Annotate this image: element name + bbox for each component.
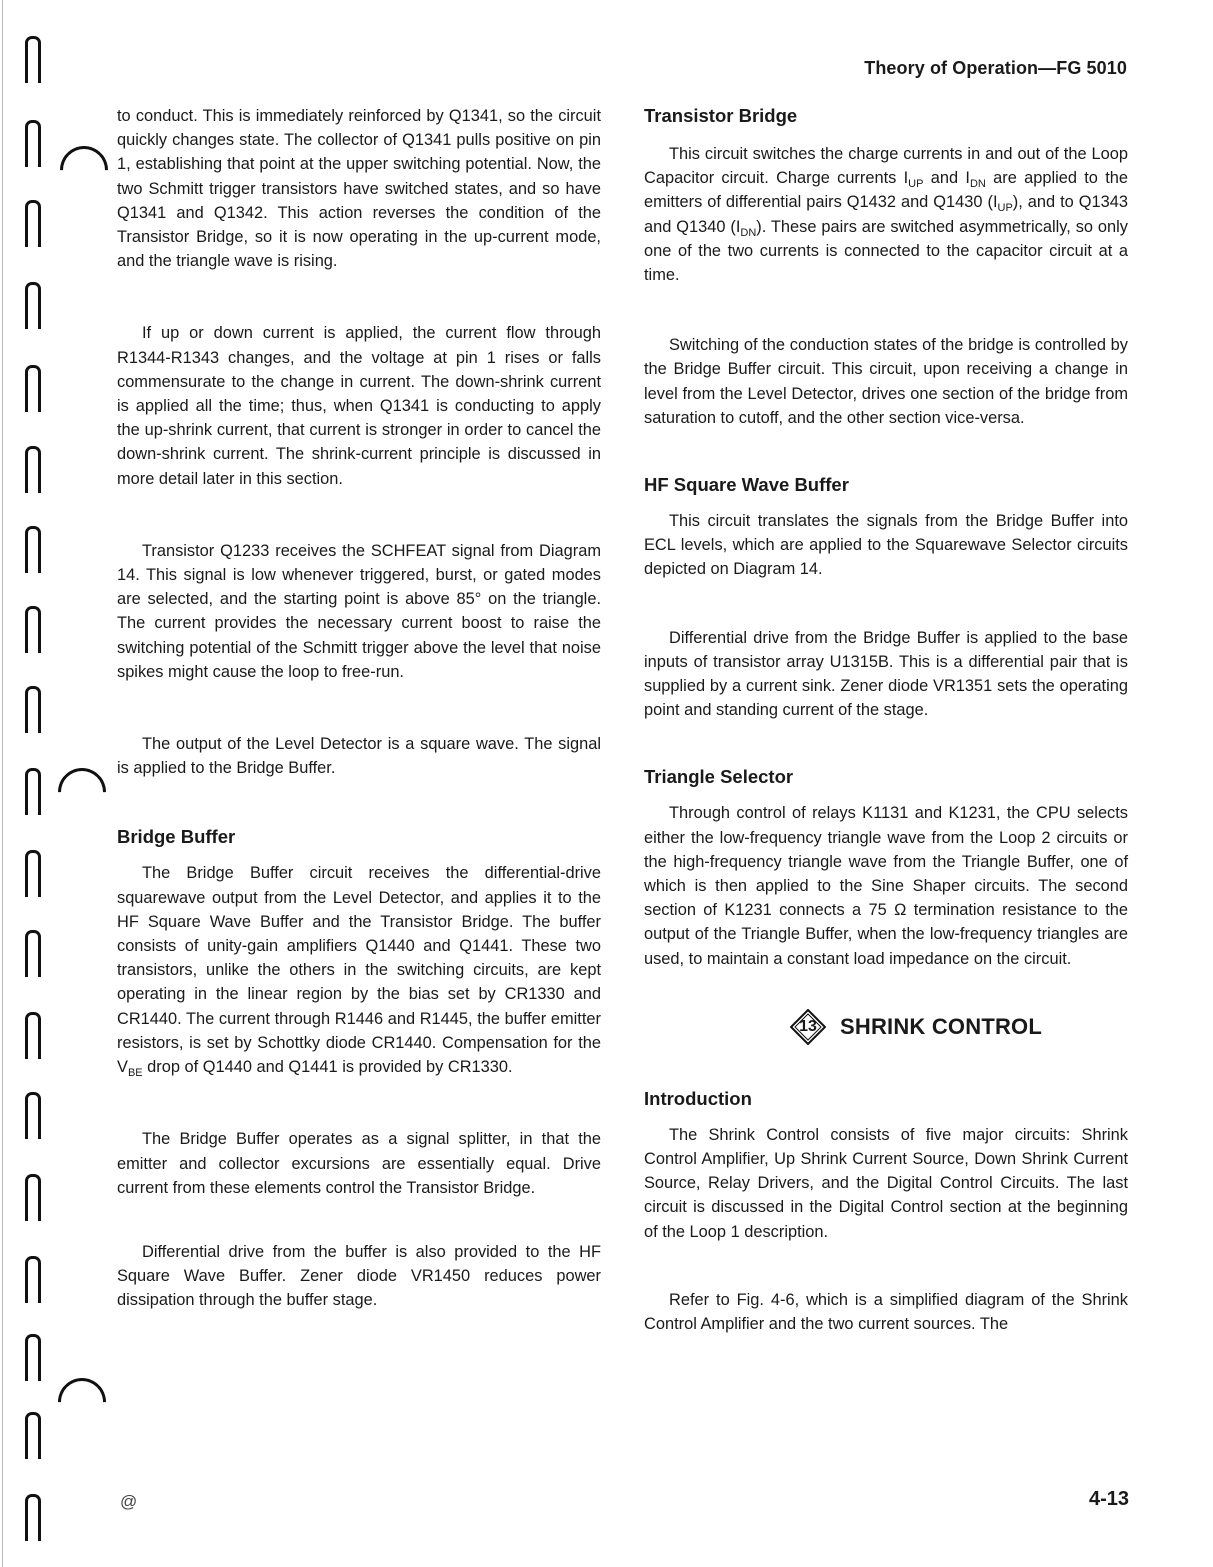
binder-hole-icon: [25, 1092, 41, 1139]
binder-ring-arc-icon: [50, 136, 118, 204]
binder-hole-icon: [25, 1012, 41, 1059]
binder-hole-icon: [25, 36, 41, 83]
section-heading: Bridge Buffer: [117, 826, 236, 848]
text-run: ). These pairs are switched asymmetrically, so only one of the two currents is connected to the capacitor circuit at a time.: [644, 217, 1128, 285]
section-heading: Introduction: [644, 1087, 752, 1109]
paragraph: The Shrink Control consists of five major circuits: Shrink Control Amplifier, Up Shrink Current Source, Down Shrink Current Source, Relay Drivers, and the Digital Control Circuits. The last circuit is discussed in the Digital Control section at the beginning of the Loop 1 description.: [644, 1125, 1128, 1241]
right-column: [644, 104, 1128, 1336]
binder-margin: [0, 0, 110, 1567]
paragraph: [117, 861, 601, 1079]
binder-ring-arc-icon: [48, 1368, 116, 1436]
binder-hole-icon: [25, 1334, 41, 1381]
binder-hole-icon: [25, 768, 41, 815]
binder-hole-icon: [25, 120, 41, 167]
binder-hole-icon: [25, 1174, 41, 1221]
paragraph: Transistor Q1233 receives the SCHFEAT signal from Diagram 14. This signal is low whenever triggered, burst, or gated modes are selected, and the starting point is above 85° on the triangle. The current provides the necessary current boost to raise the switching potential of the Schmitt trigger above the level that noise spikes might cause the loop to free-run.: [117, 541, 601, 681]
paragraph: [644, 142, 1128, 287]
binder-hole-icon: [25, 686, 41, 733]
binder-hole-icon: [25, 606, 41, 653]
paragraph: If up or down current is applied, the current flow through R1344-R1343 changes, and the voltage at pin 1 rises or falls commensurate to the change in current. The down-shrink current is applied all the time; thus, when Q1341 is conducting to apply the up-shrink current, that current is stronger in order to cancel the down-shrink current. The shrink-current principle is discussed in more detail later in this section.: [117, 324, 601, 488]
paragraph: Through control of relays K1131 and K1231, the CPU selects either the low-frequency triangle wave from the Loop 2 circuits or the high-frequency triangle wave from the Triangle Buffer, one of which is then applied to the Sine Shaper circuits. The second section of K1231 connects a 75 Ω termination resistance to the output of the Triangle Buffer, when the low-frequency triangles are used, to maintain a constant load impedance on the circuit.: [644, 804, 1128, 968]
footer-mark: @: [120, 1492, 138, 1511]
subscript: DN: [969, 178, 986, 191]
text-run: and I: [923, 169, 970, 188]
running-header: Theory of Operation—FG 5010: [864, 58, 1127, 78]
subscript: UP: [997, 202, 1013, 215]
binder-hole-icon: [25, 1412, 41, 1459]
binder-hole-icon: [25, 282, 41, 329]
binder-edge-line: [2, 0, 3, 1567]
chapter-heading: [704, 1009, 1128, 1045]
page-number: 4-13: [1088, 1488, 1129, 1510]
binder-hole-icon: [25, 446, 41, 493]
paragraph: The output of the Level Detector is a square wave. The signal is applied to the Bridge Buffer.: [117, 735, 601, 778]
paragraph: The Bridge Buffer operates as a signal splitter, in that the emitter and collector excursions are essentially equal. Drive current from these elements control the Transistor Bridge.: [117, 1130, 601, 1197]
subscript: DN: [740, 226, 757, 239]
text-run: drop of Q1440 and Q1441 is provided by CR1330.: [142, 1058, 513, 1077]
paragraph: Differential drive from the buffer is also provided to the HF Square Wave Buffer. Zener diode VR1450 reduces power dissipation through the buffer stage.: [117, 1242, 601, 1310]
binder-hole-icon: [25, 930, 41, 977]
paragraph: to conduct. This is immediately reinforced by Q1341, so the circuit quickly changes state. The collector of Q1341 pulls positive on pin 1, establishing that point at the upper switching potential. Now, the two Schmitt trigger transistors have switched states, and so have Q1341 and Q1342. This action reverses the condition of the Transistor Bridge, so it is now operating in the up-current mode, and the triangle wave is rising.: [117, 107, 601, 271]
paragraph: This circuit translates the signals from the Bridge Buffer into ECL levels, which are applied to the Squarewave Selector circuits depicted on Diagram 14.: [644, 512, 1128, 579]
binder-hole-icon: [25, 200, 41, 247]
diagram-number: 13: [799, 1017, 817, 1035]
chapter-title: SHRINK CONTROL: [839, 1013, 1042, 1039]
text-run: ), and to Q1343 and Q1340 (I: [644, 193, 1128, 236]
binder-hole-icon: [25, 365, 41, 412]
section-heading: Triangle Selector: [644, 766, 794, 788]
binder-hole-icon: [25, 526, 41, 573]
section-heading: HF Square Wave Buffer: [644, 474, 849, 496]
binder-hole-icon: [25, 850, 41, 897]
text-run: This circuit switches the charge currents in and out of the Loop Capacitor circuit. Charge currents I: [644, 145, 1128, 188]
binder-hole-icon: [25, 1494, 41, 1541]
text-run: are applied to the emitters of differential pairs Q1432 and Q1430 (I: [644, 169, 1128, 212]
diagram-number-diamond-icon: [790, 1009, 826, 1045]
subscript: UP: [908, 178, 924, 191]
left-column: [117, 104, 601, 1313]
binder-hole-icon: [25, 1256, 41, 1303]
binder-ring-arc-icon: [48, 758, 116, 826]
paragraph: Differential drive from the Bridge Buffer is applied to the base inputs of transistor array U1315B. This is a differential pair that is supplied by a current sink. Zener diode VR1351 sets the operating point and standing current of the stage.: [644, 628, 1128, 720]
paragraph: Switching of the conduction states of the bridge is controlled by the Bridge Buffer circuit. This circuit, upon receiving a change in level from the Level Detector, drives one section of the bridge from saturation to cutoff, and the other section vice-versa.: [644, 336, 1128, 427]
subscript: BE: [127, 1067, 143, 1080]
text-run: The Bridge Buffer circuit receives the differential-drive squarewave output from the Level Detector, and applies it to the HF Square Wave Buffer and the Transistor Bridge. The buffer consists of unity-gain amplifiers Q1440 and Q1441. These two transistors, unlike the others in the switching circuits, are kept operating in the linear region by the bias set by CR1330 and CR1440. The current through R1446 and R1445, the buffer emitter resistors, is set by Schottky diode CR1440. Compensation for the V: [117, 864, 601, 1077]
section-heading: Transistor Bridge: [644, 105, 798, 126]
paragraph: Refer to Fig. 4-6, which is a simplified diagram of the Shrink Control Amplifier and the two current sources. The: [644, 1290, 1128, 1334]
